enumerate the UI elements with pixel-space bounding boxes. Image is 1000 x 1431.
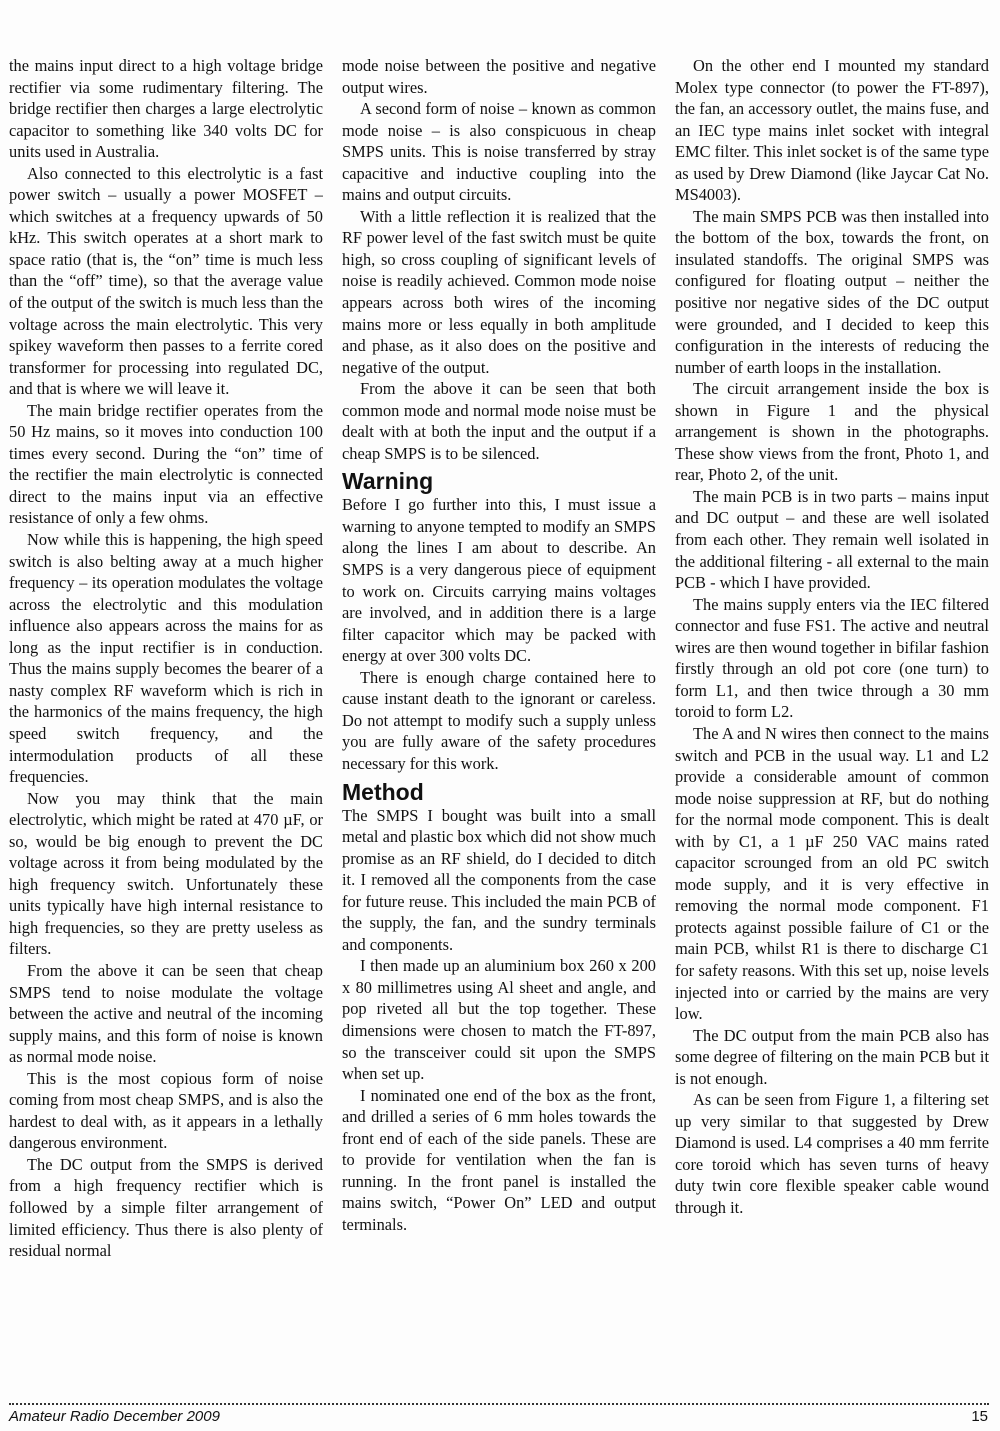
paragraph: There is enough charge contained here to cause instant death to the ignorant or careless. Do not attempt to modify such a supply unless you are fully aware of the safety procedures necessary for this work.	[342, 667, 656, 773]
paragraph: The DC output from the main PCB also has some degree of filtering on the main PCB but it is not enough.	[675, 1025, 989, 1088]
paragraph: I nominated one end of the box as the front, and drilled a series of 6 mm holes towards the front end of each of the side panels. These are to provide for ventilation when the fan is running. In the front panel is installed the mains switch, “Power On” LED and output terminals.	[342, 1085, 656, 1234]
paragraph: The main SMPS PCB was then installed into the bottom of the box, towards the front, on insulated standoffs. The original SMPS was configured for floating output – neither the positive nor negative sides of the DC output were grounded, and I decided to keep this configuration in the interests of reducing the number of earth loops in the installation.	[675, 206, 989, 377]
page-number: 15	[971, 1408, 988, 1425]
paragraph: From the above it can be seen that cheap SMPS tend to noise modulate the voltage between the active and neutral of the incoming supply mains, and this form of noise is known as normal mode noise.	[9, 960, 323, 1067]
section-heading: Method	[342, 778, 424, 805]
paragraph: The main PCB is in two parts – mains input and DC output – and these are well isolated from each other. They remain well isolated in the additional filtering - all external to the main PCB - which I have provided.	[675, 486, 989, 593]
paragraph: Also connected to this electrolytic is a fast power switch – usually a power MOSFET – which switches at a frequency upwards of 50 kHz. This switch operates at a short mark to space ratio (that is, the “on” time is much less than the “off” time), so that the average value of the output of the switch is much less than the voltage across the main electrolytic. This very spikey waveform then passes to a ferrite cored transformer for processing into regulated DC, and that is where we will leave it.	[9, 163, 323, 399]
paragraph: The SMPS I bought was built into a small metal and plastic box which did not show much promise as an RF shield, do I decided to ditch it. I removed all the components from the case for future reuse. This included the main PCB of the supply, the fan, and the sundry terminals and components.	[342, 805, 656, 954]
paragraph: Before I go further into this, I must issue a warning to anyone tempted to modify an SMPS along the lines I am about to describe. An SMPS is a very dangerous piece of equipment to work on. Circuits carrying mains voltages are involved, and in addition there is a large filter capacitor which may be packed with energy at over 300 volts DC.	[342, 495, 656, 666]
paragraph: The main bridge rectifier operates from the 50 Hz mains, so it moves into conduction 100 times every second. During the “on” time of the rectifier the main electrolytic is connected direct to the mains input via an effective resistance of only a few ohms.	[9, 400, 323, 528]
paragraph: With a little reflection it is realized that the RF power level of the fast switch must be quite high, so cross coupling of significant levels of noise is readily achieved. Common mode noise appears across both wires of the incoming mains more or less equally in both amplitude and phase, as it also does on the positive and negative of the output.	[342, 206, 656, 377]
paragraph: Now while this is happening, the high speed switch is also belting away at a much higher frequency – its operation modulates the voltage across the electrolytic and this modulation influence also appears across the mains for as long as the input rectifier is in conduction. Thus the mains supply becomes the bearer of a nasty complex RF waveform which is rich in the harmonics of the mains frequency, the high speed switch frequency, and the intermodulation products of all these frequencies.	[9, 530, 323, 787]
paragraph: The mains supply enters via the IEC filtered connector and fuse FS1. The active and neutral wires are then wound together in bifilar fashion firstly through an old pot core (one turn) to form L1, and then twice through a 30 mm toroid to form L2.	[675, 594, 989, 722]
paragraph: As can be seen from Figure 1, a filtering set up very similar to that suggested by Drew Diamond is used. L4 comprises a 40 mm ferrite core toroid which has seven turns of heavy duty twin core flexible speaker cable wound through it.	[675, 1090, 989, 1217]
footer-publication: Amateur Radio December 2009	[9, 1408, 220, 1425]
paragraph: From the above it can be seen that both common mode and normal mode noise must be dealt with at both the input and the output if a cheap SMPS is to be silenced.	[342, 379, 656, 463]
paragraph: the mains input direct to a high voltage bridge rectifier via some rudimentary filtering. The bridge rectifier then charges a large electrolytic capacitor to something like 340 volts DC for units used in Australia.	[9, 56, 323, 162]
paragraph: The DC output from the SMPS is derived from a high frequency rectifier which is followed by a simple filter arrangement of limited efficiency. Thus there is also plenty of residual normal	[9, 1154, 323, 1261]
text-column-1	[9, 55, 323, 1395]
paragraph: Now you may think that the main electrolytic, which might be rated at 470 µF, or so, would be big enough to prevent the DC voltage across it from being modulated by the high frequency switch. Unfortunately these units typically have high internal resistance to high frequencies, so they are pretty useless as filters.	[9, 788, 323, 959]
text-column-3	[675, 55, 989, 1395]
section-heading: Warning	[342, 468, 434, 495]
paragraph: I then made up an aluminium box 260 x 200 x 80 millimetres using Al sheet and angle, and pop riveted all but the top together. These dimensions were chosen to match the FT-897, so the transceiver could sit upon the SMPS when set up.	[342, 956, 656, 1084]
paragraph: A second form of noise – known as common mode noise – is also conspicuous in cheap SMPS units. This is noise transferred by stray capacitive and inductive coupling into the mains and output circuits.	[342, 99, 656, 205]
paragraph: mode noise between the positive and negative output wires.	[342, 56, 656, 97]
footer-rule	[9, 1403, 989, 1405]
paragraph: On the other end I mounted my standard Molex type connector (to power the FT-897), the fan, an accessory outlet, the mains fuse, and an IEC type mains inlet socket with integral EMC filter. This inlet socket is of the same type as used by Drew Diamond (like Jaycar Cat No. MS4003).	[675, 56, 989, 205]
text-column-2	[342, 55, 656, 1395]
paragraph: The A and N wires then connect to the mains switch and PCB in the usual way. L1 and L2 provide a considerable amount of common mode noise suppression at RF, but do nothing for the normal mode component. This is dealt with by C1, a 1 µF 250 VAC mains rated capacitor scrounged from an old PC switch mode supply, and it is very effective in removing the normal mode component. F1 protects against possible failure of C1 or the main PCB, whilst R1 is there to discharge C1 for safety reasons. With this set up, noise levels injected into or carried by the mains are very low.	[675, 723, 989, 1024]
paragraph: The circuit arrangement inside the box is shown in Figure 1 and the physical arrangement is shown in the photographs. These show views from the front, Photo 1, and rear, Photo 2, of the unit.	[675, 379, 989, 485]
paragraph: This is the most copious form of noise coming from most cheap SMPS, and is also the hardest to deal with, as it appears in a lethally dangerous environment.	[9, 1068, 323, 1153]
